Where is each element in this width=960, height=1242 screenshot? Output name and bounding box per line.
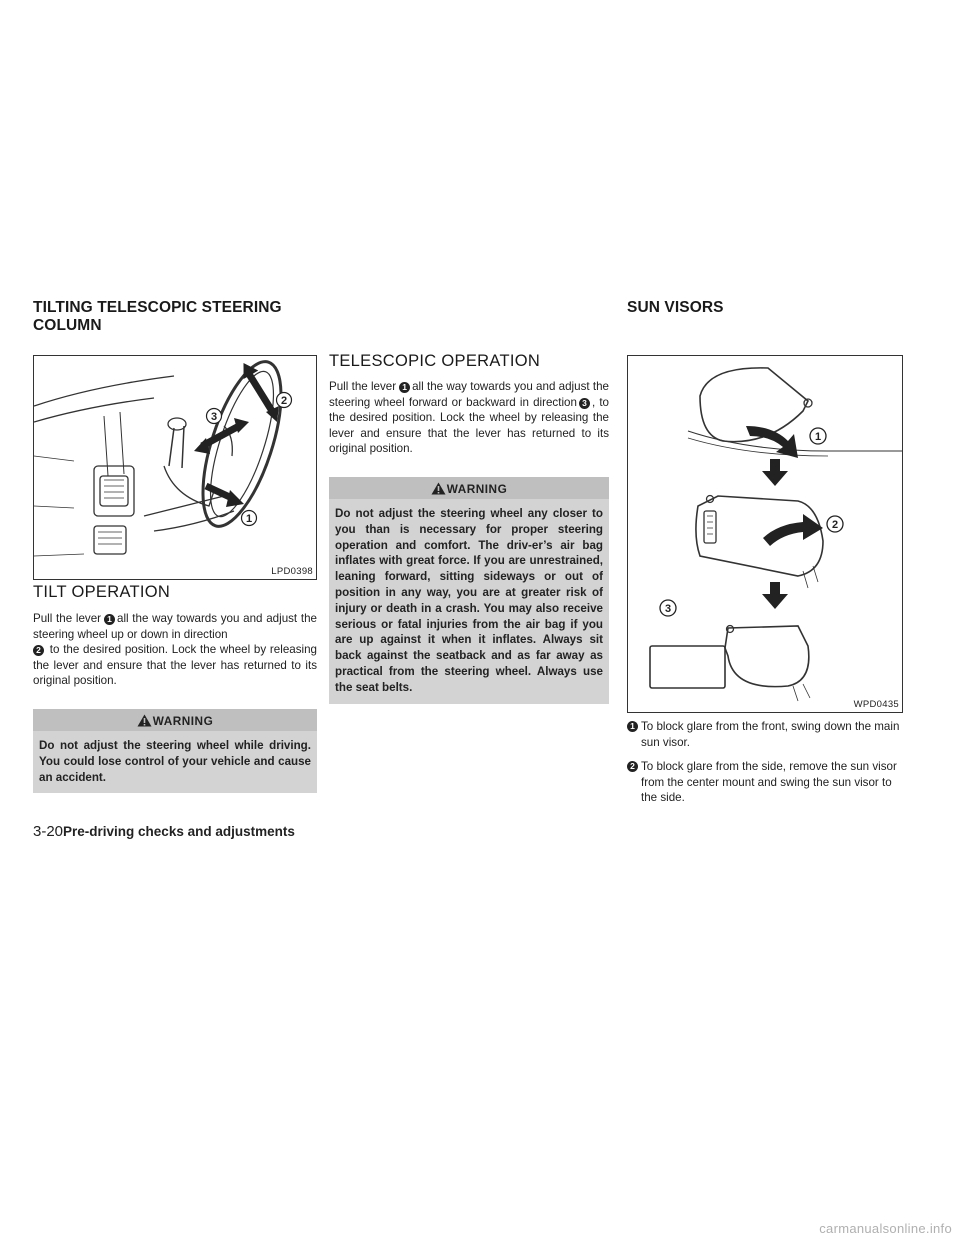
- telescopic-warning-box: [329, 477, 609, 704]
- number-2-icon: 2: [33, 645, 44, 656]
- down-arrow-icon: [762, 582, 788, 609]
- telescopic-operation-text: Pull the lever 1 all the way towards you and adjust the steering wheel forward or backward in direction 3 , to the desired position. Lock the wheel by releasing the lever and ensure that the lever has returned to its original position.: [329, 380, 609, 456]
- watermark: carmanualsonline.info: [819, 1221, 952, 1236]
- number-3-icon: 3: [579, 398, 590, 409]
- sun-visor-list: [627, 719, 903, 806]
- warning-header: WARNING: [33, 709, 317, 731]
- callout-1: 1: [814, 431, 822, 443]
- chapter-title: Pre-driving checks and adjustments: [63, 824, 295, 839]
- callout-3: 3: [210, 411, 218, 423]
- warning-icon: [431, 482, 446, 495]
- callout-2: 2: [831, 519, 839, 531]
- number-1-icon: 1: [399, 382, 410, 393]
- tilt-warning-box: [33, 709, 317, 793]
- number-2-icon: 2: [627, 761, 638, 772]
- figure-code: WPD0435: [853, 699, 899, 710]
- steering-column-illustration: [34, 356, 316, 579]
- callout-2: 2: [280, 395, 288, 407]
- telescopic-operation-section: [329, 352, 609, 704]
- swing-side-arrow-2: [763, 514, 823, 546]
- number-1-icon: 1: [104, 614, 115, 625]
- callout-3: 3: [664, 603, 672, 615]
- callout-1: 1: [245, 513, 253, 525]
- warning-icon: [137, 714, 152, 727]
- tilt-operation-text: Pull the lever 1 all the way towards you and adjust the steering wheel up or down in direction 2 to the desired position. Lock the wheel by releasing the lever and ensure that the lever has returned to its original position.: [33, 612, 317, 688]
- sun-visor-figure: [627, 355, 903, 713]
- list-item: 1 To block glare from the front, swing down the main sun visor.: [627, 719, 903, 750]
- number-1-icon: 1: [627, 721, 638, 732]
- steering-column-figure: [33, 355, 317, 580]
- telescopic-operation-heading: TELESCOPIC OPERATION: [329, 352, 541, 370]
- warning-text: Do not adjust the steering wheel while driving. You could lose control of your vehicle and cause an accident.: [39, 738, 311, 784]
- section-title-sun-visors: SUN VISORS: [627, 299, 724, 316]
- telescopic-arrow-3: [194, 418, 249, 454]
- page-number: 3-20: [33, 823, 64, 840]
- page-footer: [33, 823, 295, 841]
- sun-visor-illustration: [628, 356, 902, 712]
- warning-header: WARNING: [329, 477, 609, 499]
- section-title-steering: TILTING TELESCOPIC STEERING COLUMN: [33, 299, 282, 334]
- down-arrow-icon: [762, 459, 788, 486]
- list-item: 2 To block glare from the side, remove the sun visor from the center mount and swing the sun visor to the side.: [627, 759, 903, 806]
- tilt-operation-heading: TILT OPERATION: [33, 583, 171, 601]
- warning-text: Do not adjust the steering wheel any closer to you than is necessary for proper steering operation and comfort. The driv-er’s air bag inflates with great force. If you are unrestrained, leaning forward, sitting sideways or out of position in any way, you are at greater risk of injury or death in a crash. You may also receive serious or fatal injuries from the air bag if you are up against it when it inflates. Always sit back against the seatback and as far away as practical from the steering wheel. Always use the seat belts.: [335, 506, 603, 694]
- tilt-operation-section: [33, 583, 317, 793]
- figure-code: LPD0398: [271, 566, 313, 577]
